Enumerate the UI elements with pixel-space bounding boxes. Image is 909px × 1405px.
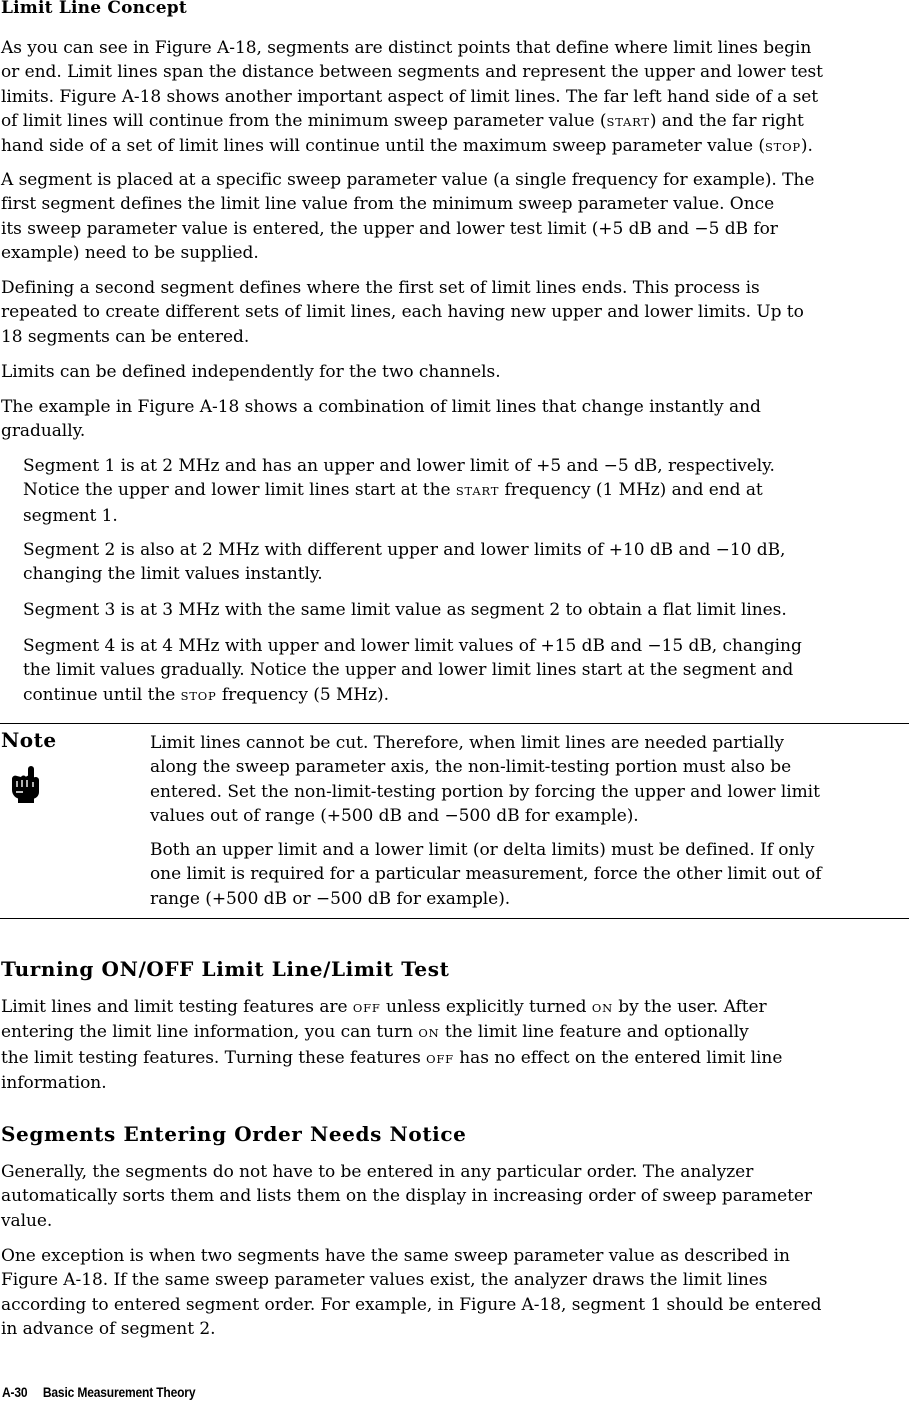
note-bottom-rule <box>0 918 909 919</box>
segment-4-description: Segment 4 is at 4 MHz with upper and lower limit values of +15 dB and −15 dB, changing the limit values gradually. Notice the upper and lower limit lines start at the segment and continue until the STOP frequency (5 MHz). <box>23 636 802 705</box>
intro-paragraph-5: The example in Figure A-18 shows a combination of limit lines that change instantly and gradually. <box>1 397 761 442</box>
intro-paragraph-4: Limits can be defined independently for the two channels. <box>1 362 501 382</box>
page-number: A-30 <box>2 1384 28 1400</box>
intro-paragraph-3: Defining a second segment defines where the first set of limit lines ends. This process is repeated to create different sets of limit lines, each having new upper and lower limits. Up to 18 segments can be entered. <box>1 278 804 347</box>
segment-2-description: Segment 2 is also at 2 MHz with different upper and lower limits of +10 dB and −10 dB, changing the limit values instantly. <box>23 540 786 585</box>
section-title: Limit Line Concept <box>1 0 187 18</box>
order-paragraph-2: One exception is when two segments have the same sweep parameter value as described in Figure A-18. If the same sweep parameter values exist, the analyzer draws the limit lines according to entered segment order. For example, in Figure A-18, segment 1 should be entered in advance of segment 2. <box>1 1246 822 1339</box>
intro-paragraph-2: A segment is placed at a specific sweep parameter value (a single frequency for example). The first segment defines the limit line value from the minimum sweep parameter value. Once its sweep parameter value is entered, the upper and lower test limit (+5 dB and −5 dB for example) need to be supplied. <box>1 170 815 263</box>
turning-paragraph: Limit lines and limit testing features are OFF unless explicitly turned ON by the user. After entering the limit line information, you can turn ON the limit line feature and optionally the limit testing features. Turning these features OFF has no effect on the entered limit line information. <box>1 997 783 1093</box>
segment-1-description: Segment 1 is at 2 MHz and has an upper and lower limit of +5 and −5 dB, respectively. Notice the upper and lower limit lines start at the START frequency (1 MHz) and end at segment 1. <box>23 456 775 526</box>
note-paragraph-1: Limit lines cannot be cut. Therefore, when limit lines are needed partially along the sweep parameter axis, the non-limit-testing portion must also be entered. Set the non-limit-testing portion by forcing the upper and lower limit values out of range (+500 dB and −500 dB for example). <box>150 733 820 826</box>
pointing-hand-icon <box>9 765 43 803</box>
intro-paragraph-1: As you can see in Figure A-18, segments are distinct points that define where limit lines begin or end. Limit lines span the distance between segments and represent the upper and lower test limits. Figure A-18 shows another important aspect of limit lines. The far left hand side of a set of limit lines will continue from the minimum sweep parameter value (START) and the far right hand side of a set of limit lines will continue until the maximum sweep parameter value (STOP). <box>1 38 823 157</box>
note-paragraph-2: Both an upper limit and a lower limit (or delta limits) must be defined. If only one limit is required for a particular measurement, force the other limit out of range (+500 dB or −500 dB for example). <box>150 840 822 909</box>
page-footer <box>2 1384 195 1400</box>
segment-3-description: Segment 3 is at 3 MHz with the same limit value as segment 2 to obtain a flat limit lines. <box>23 600 787 620</box>
note-top-rule <box>0 723 909 724</box>
order-paragraph-1: Generally, the segments do not have to be entered in any particular order. The analyzer automatically sorts them and lists them on the display in increasing order of sweep parameter value. <box>1 1162 812 1231</box>
chapter-title: Basic Measurement Theory <box>42 1384 196 1400</box>
turning-section-title: Turning ON/OFF Limit Line/Limit Test <box>1 957 450 981</box>
note-label: Note <box>1 728 57 752</box>
order-section-title: Segments Entering Order Needs Notice <box>1 1122 467 1146</box>
